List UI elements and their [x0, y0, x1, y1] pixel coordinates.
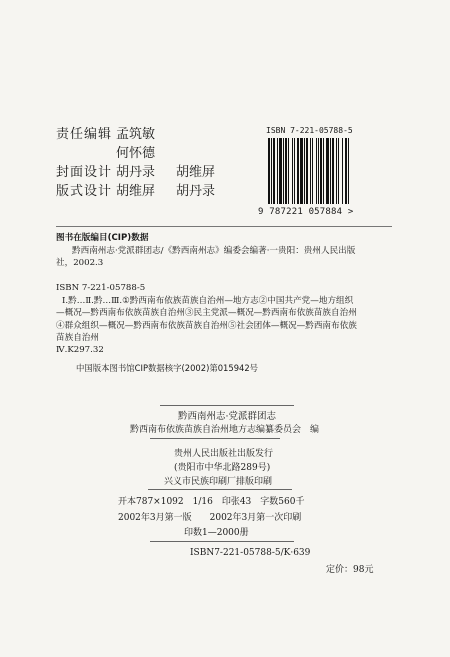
cip-isbn: ISBN 7-221-05788-5: [56, 283, 146, 293]
barcode-bars: [268, 138, 350, 204]
credit-name: 孟筑敏: [116, 127, 156, 142]
credit-role: 责任编辑: [56, 127, 113, 142]
divider: [150, 438, 280, 439]
book-spec: 开本787×1092 1/16 印张43 字数560千: [118, 497, 305, 507]
divider: [160, 405, 294, 406]
barcode-bar: [349, 138, 350, 204]
credit-role: 封面设计: [56, 165, 113, 180]
cip-subjects: Ⅰ.黔…Ⅱ.黔…Ⅲ.①黔西南布依族苗族自治州—地方志②中国共产党—地方组织—概况—黔西南布依族苗族自治州③民主党派—概况—黔西南布依族苗族自治州④群众组织—概况—黔西南布依族苗族自治州⑤社会团体—概况—黔西南布依族苗族自治州: [56, 296, 357, 344]
credit-name: 何怀德: [116, 146, 156, 161]
credit-name: 胡丹录: [116, 165, 156, 180]
edition-info: 2002年3月第一版 2002年3月第一次印刷: [118, 513, 302, 523]
credit-name: 胡维屏: [116, 184, 156, 199]
barcode-digits: 9 787221 057884 >: [258, 207, 354, 217]
printer: 兴义市民族印刷厂排版印刷: [164, 477, 273, 487]
divider: [150, 541, 294, 542]
divider: [148, 489, 292, 490]
cip-top-rule: [56, 226, 392, 227]
credit-name: 胡丹录: [176, 184, 216, 199]
cip-heading: 图书在版编目(CIP)数据: [56, 233, 149, 243]
barcode-isbn-text: ISBN 7-221-05788-5: [266, 126, 353, 135]
book-editor: 黔西南布依族苗族自治州地方志编纂委员会 编: [130, 425, 320, 435]
credit-role: 版式设计: [56, 184, 113, 199]
price: 定价：98元: [326, 565, 374, 575]
book-title: 黔西南州志·党派群团志: [178, 411, 277, 422]
isbn-line: ISBN7-221-05788-5/K·639: [190, 548, 311, 558]
cip-classification: Ⅳ.K297.32: [56, 345, 104, 355]
cip-data-note: 中国版本图书馆CIP数据核字(2002)第015942号: [76, 363, 259, 373]
publisher-address: (贵阳市中华北路289号): [174, 463, 271, 473]
cip-entry: 黔西南州志·党派群团志/《黔西南州志》编委会编著·一贵阳：贵州人民出版社，2002.3: [56, 246, 356, 269]
publisher: 贵州人民出版社出版发行: [174, 449, 274, 459]
credit-name: 胡维屏: [176, 165, 216, 180]
print-run: 印数1—2000册: [184, 528, 249, 538]
